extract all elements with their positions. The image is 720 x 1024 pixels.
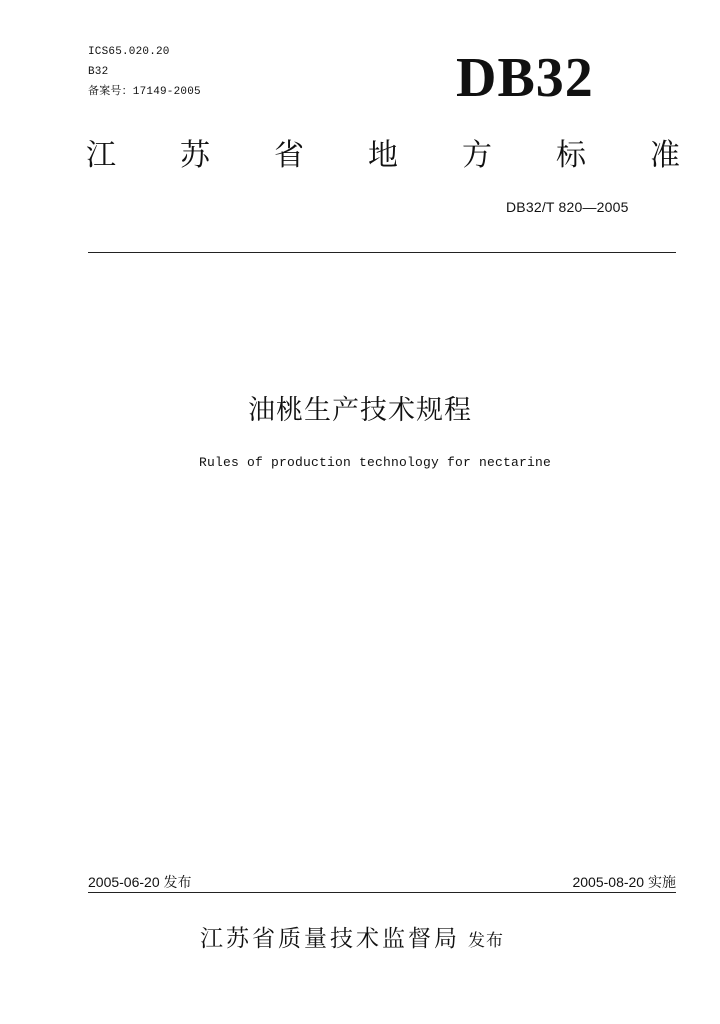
record-number: 备案号：17149-2005	[88, 86, 201, 98]
ics-code: ICS65.020.20	[88, 46, 170, 58]
header-meta	[88, 42, 201, 102]
standard-title-char: 标	[556, 138, 586, 173]
effective-date: 2005-08-20 实施	[572, 874, 676, 890]
standard-title-char: 方	[462, 138, 492, 173]
standard-title	[86, 130, 680, 174]
document-title-en: Rules of production technology for nectarine	[198, 455, 552, 470]
category-code: B32	[88, 66, 109, 78]
db-logo: DB32	[456, 47, 594, 109]
footer-divider	[88, 892, 676, 893]
standard-number: DB32/T 820—2005	[506, 199, 629, 215]
issuer-name: 江苏省质量技术监督局	[200, 926, 460, 952]
header-divider	[88, 252, 676, 253]
issuer-line	[200, 920, 504, 953]
standard-title-char: 苏	[180, 138, 210, 173]
standard-title-char: 准	[650, 138, 680, 173]
issue-date: 2005-06-20 发布	[88, 874, 192, 890]
standard-title-char: 江	[86, 138, 116, 173]
standard-title-char: 地	[368, 138, 398, 173]
document-title-cn: 油桃生产技术规程	[248, 395, 472, 426]
issuer-suffix: 发布	[468, 931, 504, 951]
standard-title-char: 省	[274, 138, 304, 173]
